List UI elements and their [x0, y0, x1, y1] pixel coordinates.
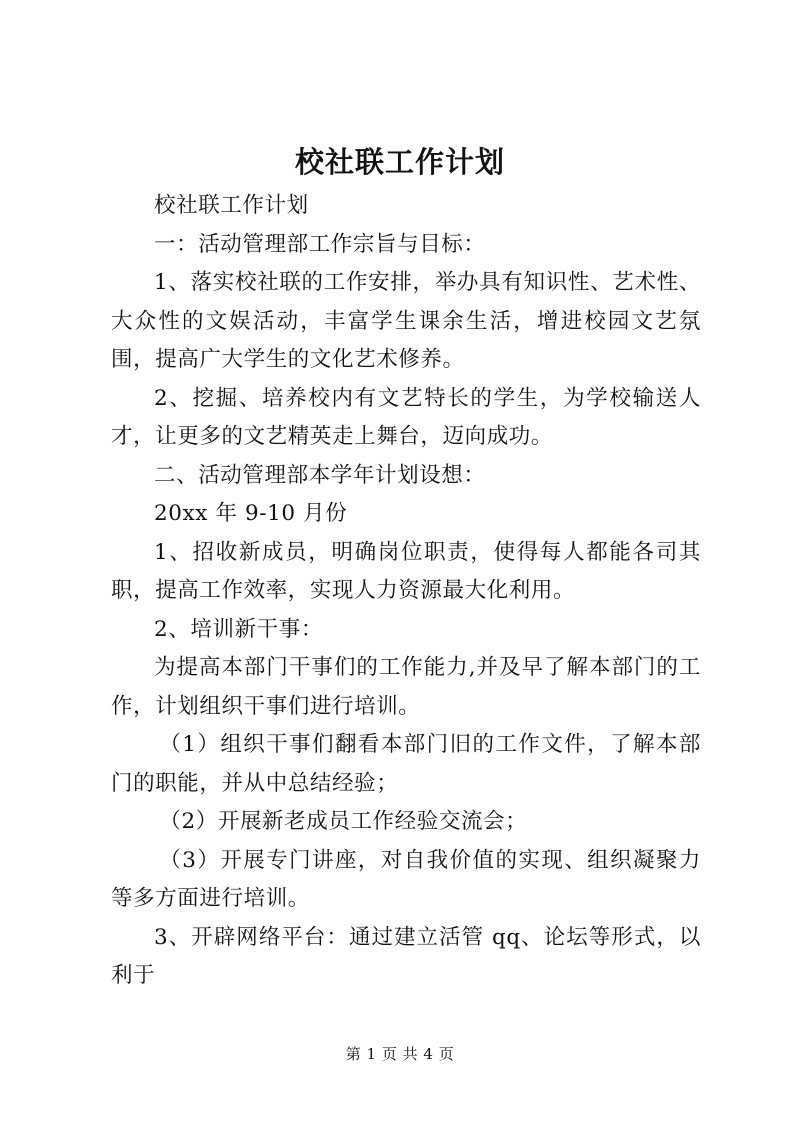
- paragraph-section-one: 一：活动管理部工作宗旨与目标：: [154, 231, 486, 257]
- paragraph-plan-1: 1、招收新成员，明确岗位职责，使得每人都能各司其职，提高工作效率，实现人力资源最大化利用。: [111, 539, 701, 603]
- paragraph-plan-2: 2、培训新干事：: [154, 616, 323, 642]
- paragraph-goal-1: 1、落实校社联的工作安排，举办具有知识性、艺术性、大众性的文娱活动，丰富学生课余生活，增进校园文艺氛围，提高广大学生的文化艺术修养。: [111, 270, 701, 372]
- document-body: [111, 187, 701, 996]
- paragraph-training-item-3: （3）开展专门讲座，对自我价值的实现、组织凝聚力等多方面进行培训。: [111, 847, 701, 911]
- paragraph-date: 20xx 年 9-10 月份: [154, 501, 348, 526]
- paragraph-heading-repeat: 校社联工作计划: [154, 193, 309, 218]
- page-footer: 第 1 页 共 4 页: [345, 1045, 455, 1063]
- paragraph-plan-3: 3、开辟网络平台：通过建立活管 qq、论坛等形式，以利于: [111, 924, 701, 988]
- document-title: 校社联工作计划: [294, 145, 505, 179]
- paragraph-training-item-1: （1）组织干事们翻看本部门旧的工作文件，了解本部门的职能，并从中总结经验；: [111, 732, 701, 796]
- paragraph-section-two: 二、活动管理部本学年计划设想：: [154, 462, 486, 488]
- paragraph-training-intro: 为提高本部门干事们的工作能力,并及早了解本部门的工作，计划组织干事们进行培训。: [111, 655, 701, 719]
- paragraph-goal-2: 2、挖掘、培养校内有文艺特长的学生，为学校输送人才，让更多的文艺精英走上舞台，迈向成功。: [111, 385, 701, 449]
- paragraph-training-item-2: （2）开展新老成员工作经验交流会；: [159, 809, 528, 834]
